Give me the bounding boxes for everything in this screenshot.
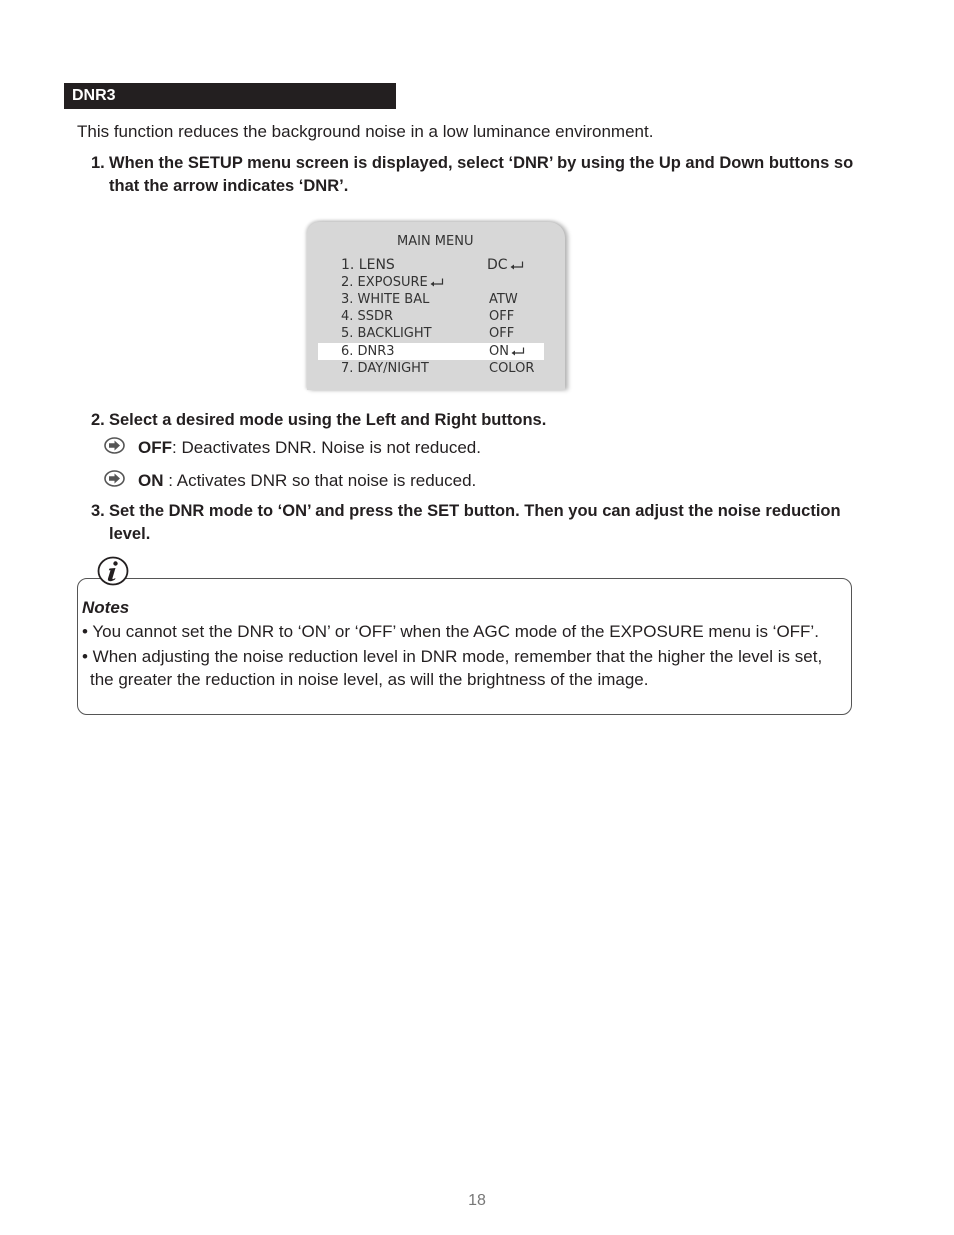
menu-item-value: OFF	[489, 326, 515, 341]
step-2	[91, 409, 546, 432]
notes-title: Notes	[82, 598, 130, 617]
intro-text: This function reduces the background noise in a low luminance environment.	[77, 122, 654, 141]
note-2	[82, 645, 848, 691]
menu-item-label: 2. EXPOSURE	[341, 274, 444, 291]
step-1-text: When the SETUP menu screen is displayed, select ‘DNR’ by using the Up and Down buttons so	[109, 154, 854, 172]
menu-item-value: ATW	[489, 292, 518, 307]
step-2-text: Select a desired mode using the Left and Right buttons.	[109, 411, 547, 429]
arrow-bullet-icon	[104, 437, 125, 454]
step-1-number: 1.	[91, 154, 105, 172]
menu-item-label: 7. DAY/NIGHT	[341, 361, 429, 376]
menu-item-value: OFF	[489, 309, 515, 324]
step-3	[91, 500, 871, 546]
section-title-bar: DNR3	[64, 83, 396, 109]
menu-item-white-bal	[318, 291, 544, 308]
menu-item-exposure	[318, 274, 544, 291]
enter-arrow-icon	[511, 347, 525, 356]
step-3-number: 3.	[91, 502, 105, 520]
menu-item-day-night	[318, 360, 544, 377]
menu-item-value: ON	[489, 343, 525, 360]
option-on	[138, 471, 476, 491]
menu-item-label: 3. WHITE BAL	[341, 292, 430, 307]
step-2-number: 2.	[91, 411, 105, 429]
menu-title: MAIN MENU	[397, 234, 474, 249]
menu-item-label: 4. SSDR	[341, 309, 394, 324]
info-icon	[97, 556, 129, 586]
enter-arrow-icon	[430, 278, 444, 287]
note-1: • You cannot set the DNR to ‘ON’ or ‘OFF’ when the AGC mode of the EXPOSURE menu is ‘OFF’.	[82, 622, 819, 641]
menu-item-label: 1. LENS	[341, 257, 395, 273]
option-on-key: ON	[138, 471, 164, 490]
menu-item-label: 6. DNR3	[341, 344, 395, 359]
menu-item-backlight	[318, 325, 544, 342]
menu-item-label: 5. BACKLIGHT	[341, 326, 432, 341]
option-off-key: OFF	[138, 438, 172, 457]
menu-item-value: COLOR	[489, 361, 535, 376]
step-3-text-cont: level.	[109, 525, 151, 543]
option-off-desc: : Deactivates DNR. Noise is not reduced.	[172, 438, 481, 457]
option-off	[138, 438, 481, 458]
page-number: 18	[468, 1192, 486, 1209]
step-1-text-cont: that the arrow indicates ‘DNR’.	[109, 177, 349, 195]
main-menu-screen	[307, 222, 565, 390]
step-3-text: Set the DNR mode to ‘ON’ and press the SET button. Then you can adjust the noise reduction	[109, 502, 841, 520]
menu-item-ssdr	[318, 308, 544, 325]
step-1	[91, 152, 871, 198]
menu-item-lens	[318, 257, 544, 274]
note-2-line1: • When adjusting the noise reduction level in DNR mode, remember that the higher the level is set,	[82, 647, 823, 666]
arrow-bullet-icon	[104, 470, 125, 487]
menu-item-value: DC	[487, 257, 524, 274]
menu-item-dnr3-selected	[318, 343, 544, 360]
option-on-desc: : Activates DNR so that noise is reduced.	[163, 471, 477, 490]
enter-arrow-icon	[510, 261, 524, 270]
note-2-line2: the greater the reduction in noise level, as will the brightness of the image.	[90, 670, 649, 689]
